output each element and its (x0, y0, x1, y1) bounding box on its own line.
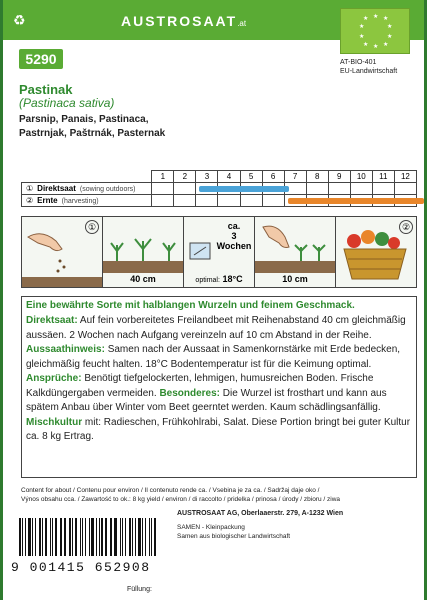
month-6: 6 (262, 171, 284, 183)
calendar-header-row (22, 171, 417, 183)
calendar-row-sowing: ① Direktsaat (sowing outdoors) (22, 183, 417, 195)
barcode-bar (132, 518, 133, 556)
barcode-bar (72, 518, 73, 556)
row-spacing-label: 40 cm (130, 274, 156, 284)
company-address: AUSTROSAAT AG, Oberlaaerstr. 279, A-1232 Wien (177, 510, 344, 517)
description-body: Direktsaat: Auf fein vorbereitetes Freilandbeet mit Reihenabstand 40 cm gleichmäßig aussäen. 2 Wochen nach Aufgang vereinzeln auf 10 cm Abstand in der Reihe. Aussaathinweis: Samen nach der Aussaat in Samenkornstärke mit Erde bedecken, gleichmäßig feucht halten. 18°C Bodentemperatur ist für die Keimung optimal. Ansprüche: Benötigt tiefgelockerten, lehmigen, humusreichen Boden. Frische Kalkdüngergaben vermeiden. Besonderes: Die Wurzel ist frosthart und kann aus spätem Anbau über Winter vom Beet geerntet werden. Kaum schädlingsanfällig. Mischkultur mit: Radieschen, Frühkohlrabi, Salat. Diese Portion bringt bei guter Kultur ca. 8 kg Ertrag. (26, 315, 411, 442)
barcode-bar (91, 518, 94, 556)
month-10: 10 (350, 171, 372, 183)
description-box (21, 296, 417, 478)
step-number: ① (85, 220, 99, 234)
barcode-bar (28, 518, 31, 556)
ean-number: 9 001415 652908 (11, 560, 151, 575)
month-5: 5 (240, 171, 262, 183)
barcode-bar (50, 518, 51, 556)
month-4: 4 (218, 171, 240, 183)
barcode-bar (32, 518, 33, 556)
sowing-calendar (21, 170, 417, 207)
seed-type-note: SAMEN - Kleinpackung Samen aus biologischer Landwirtschaft (177, 524, 291, 540)
product-number: 5290 (19, 49, 63, 69)
barcode-bar (99, 518, 100, 556)
month-8: 8 (306, 171, 328, 183)
brand-name: AUSTROSAAT.at (121, 13, 247, 29)
product-latin-name: (Pastinaca sativa) (19, 96, 115, 110)
month-2: 2 (174, 171, 196, 183)
instruction-steps (21, 216, 417, 288)
barcode-bar (35, 518, 37, 556)
description-headline: Eine bewährte Sorte mit halblangen Wurzeln und feinem Geschmack. (26, 300, 355, 311)
barcode-bar (45, 518, 48, 556)
barcode-bar (120, 518, 122, 556)
barcode-bar (22, 518, 23, 556)
barcode-bar (138, 518, 141, 556)
barcode-bar (52, 518, 53, 556)
barcode-bar (64, 518, 66, 556)
eu-organic-logo-icon: ★ ★ ★ ★ ★ ★ ★ ★ ★ ★ (340, 8, 410, 54)
barcode-bar (114, 518, 117, 556)
barcode-bar (122, 518, 123, 556)
month-3: 3 (196, 171, 218, 183)
eu-code: AT-BIO-401 EU-Landwirtschaft (340, 59, 398, 75)
barcode-bar (89, 518, 90, 556)
month-9: 9 (328, 171, 350, 183)
barcode-bar (69, 518, 72, 556)
step-thinning (255, 217, 336, 287)
recycle-icon: ♻ (13, 12, 26, 28)
barcode-bar (110, 518, 111, 556)
step-sowing (22, 217, 103, 287)
barcode-bar (82, 518, 83, 556)
barcode-bar (39, 518, 41, 556)
seedlings-icon (103, 217, 183, 273)
barcode-bar (42, 518, 43, 556)
barcode-bar (149, 518, 150, 556)
barcode-bar (145, 518, 147, 556)
month-12: 12 (394, 171, 416, 183)
product-title: Pastinak (19, 82, 73, 97)
barcode-bar (75, 518, 77, 556)
barcode-bar (61, 518, 62, 556)
germination-temp: optimal: 18°C (195, 274, 243, 284)
germination-time: ca. 3 Wochen (216, 221, 252, 251)
barcode-bar (96, 518, 97, 556)
barcode-bar (60, 518, 61, 556)
step-number: ② (399, 220, 413, 234)
fill-label: Füllung: (127, 586, 152, 593)
content-note: Content for about / Contenu pour environ / Il contenuto rende ca. / Vsebina je za ca. / Sadržaj daje oko / Výnos obsahu cca. / Zawartość to ok.: 8 kg yield / environ / di raccolto / pridelka / prinosa / úrody / zbioru / ziwa (21, 487, 341, 503)
barcode-bar (80, 518, 81, 556)
barcode-bar (135, 518, 136, 556)
barcode-bar (25, 518, 26, 556)
barcode-bar (154, 518, 156, 556)
barcode-bar (105, 518, 107, 556)
step-harvest (336, 217, 416, 287)
barcode-icon (19, 518, 159, 556)
product-translations: Parsnip, Panais, Pastinaca, Pastrnjak, Paštrnák, Pasternak (19, 114, 166, 139)
month-1: 1 (152, 171, 174, 183)
month-11: 11 (372, 171, 394, 183)
barcode-bar (142, 518, 143, 556)
plant-spacing-label: 10 cm (282, 274, 308, 284)
calendar-row-harvest: ② Ernte (harvesting) (22, 195, 417, 207)
barcode-bar (151, 518, 152, 556)
barcode-bar (55, 518, 57, 556)
barcode-bar (19, 518, 21, 556)
barcode-bar (129, 518, 131, 556)
step-germination (184, 217, 255, 287)
barcode-bar (111, 518, 112, 556)
barcode-bar (101, 518, 103, 556)
barcode-bar (85, 518, 87, 556)
barcode-bar (125, 518, 126, 556)
hand-thinning-icon (255, 217, 335, 273)
month-7: 7 (284, 171, 306, 183)
thermometer-icon (184, 217, 264, 277)
step-row-spacing (103, 217, 184, 287)
